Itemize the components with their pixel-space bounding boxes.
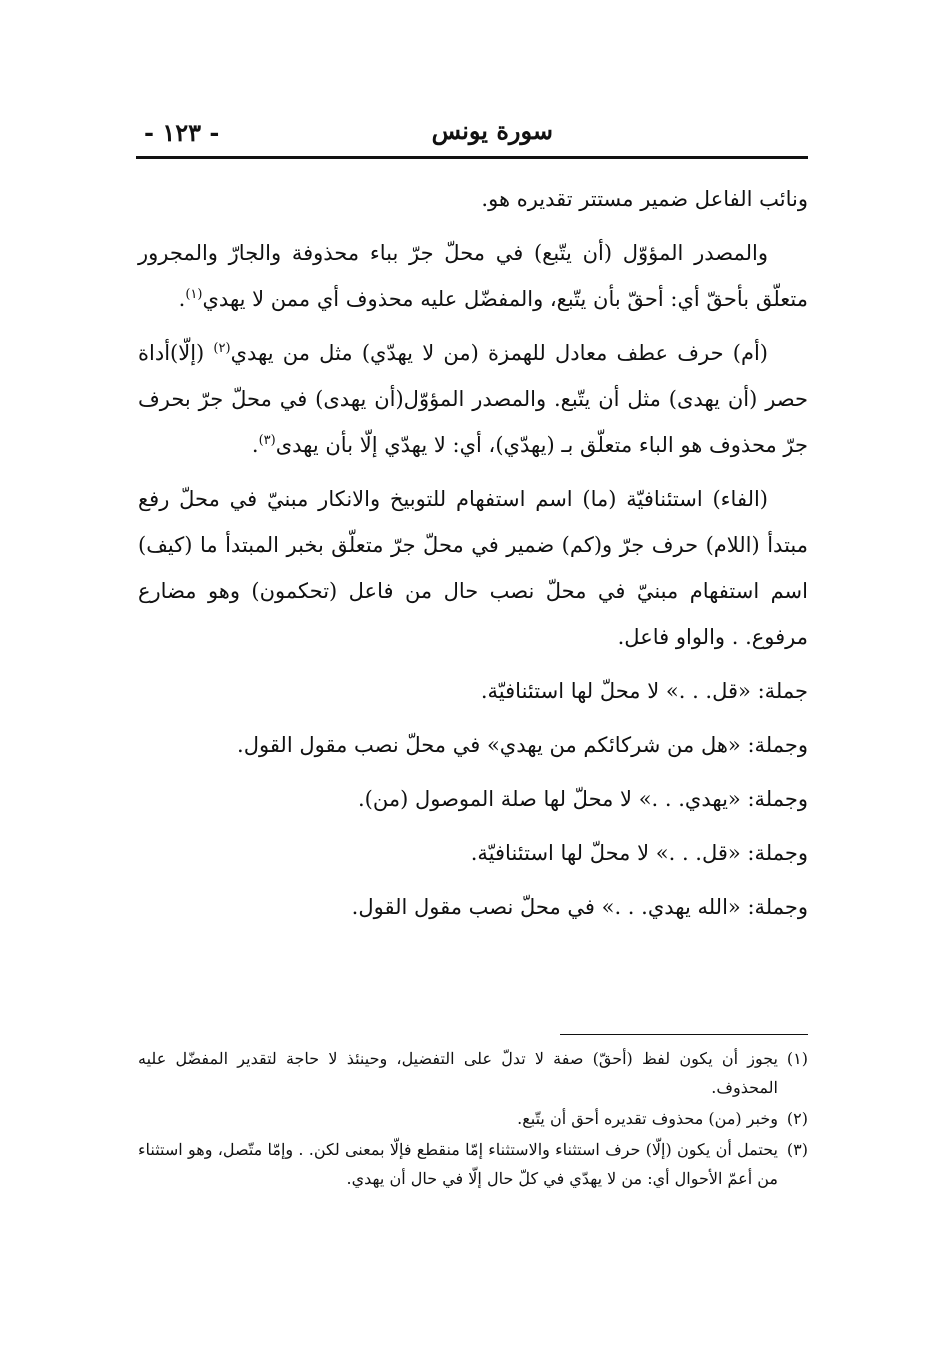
paragraph-am: (أم) حرف عطف معادل للهمزة (من لا يهدّي) مثل من يهدي$^{(٢)}$ (إلّا)أداة حصر (أن يهدى) مثل أن يتّبع. والمصدر المؤوّل(أن يهدى) في محلّ جرّ بحرف جرّ محذوف هو الباء متعلّق بـ (يهدّي)، أي: لا يهدّي إلّا بأن يهدى$^{(٣)}$. (138, 341, 808, 457)
footnotes (138, 1044, 808, 1195)
jumla-line: وجملة: «يهدي. . .» لا محلّ لها صلة الموصول (من). (358, 787, 808, 811)
footnote-number: (١) (786, 1049, 808, 1068)
footnote-text: وخبر (من) محذوف تقديره أحق أن يتّبع. (517, 1109, 778, 1128)
page-number: - ١٢٣ - (144, 118, 220, 147)
jumla-line: جملة: «قل. . .» لا محلّ لها استئنافيّة. (480, 679, 808, 703)
paragraph-fa: (الفاء) استئنافيّة (ما) اسم استفهام للتوبيخ والانكار مبنيّ في محلّ رفع مبتدأ (اللام) حرف جرّ و(كم) ضمير في محلّ جرّ متعلّق بخبر المبتدأ ما (كيف) اسم استفهام مبنيّ في محلّ نصب حال من فاعل (تحكمون) وهو مضارع مرفوع. . والواو فاعل. (138, 487, 808, 649)
footnote-text: يحتمل أن يكون (إلّا) حرف استثناء والاستثناء إمّا منقطع فإلّا بمعنى لكن. . وإمّا متّصل، وهو استثناء من أعمّ الأحوال أي: من لا يهدّي في كلّ حال إلّا في حال أن يهدي. (138, 1140, 778, 1188)
footnote-item (138, 1044, 808, 1102)
jumla-line: وجملة: «قل. . .» لا محلّ لها استئنافيّة. (470, 841, 808, 865)
footnote-item (138, 1104, 808, 1133)
footnote-number: (٣) (786, 1140, 808, 1159)
footnote-number: (٢) (786, 1109, 808, 1128)
footnote-ref-3[interactable]: (٣) (258, 433, 276, 448)
paragraph-masdar: والمصدر المؤوّل (أن يتّبع) في محلّ جرّ بباء محذوفة والجارّ والمجرور متعلّق بأحقّ أي: أحقّ بأن يتّبع، والمفضّل عليه محذوف أي ممن لا يهدي$^{(١)}$. (138, 241, 808, 311)
header-divider (136, 156, 808, 159)
footnote-text: يجوز أن يكون لفظ (أحقّ) صفة لا تدلّ على التفضيل، وحينئذ لا حاجة لتقدير المفضّل عليه المحذوف. (138, 1049, 779, 1097)
jumla-line: وجملة: «الله يهدي. . .» في محلّ نصب مقول القول. (351, 895, 808, 919)
footnote-item (138, 1135, 808, 1193)
page-header (138, 112, 808, 156)
main-text (138, 176, 808, 938)
footnote-ref-2[interactable]: (٢) (213, 341, 231, 356)
footnote-ref-1[interactable]: (١) (185, 287, 203, 302)
jumla-line: وجملة: «هل من شركائكم من يهدي» في محلّ نصب مقول القول. (237, 733, 808, 757)
footnote-divider (560, 1034, 808, 1035)
paragraph-naib-fail: ونائب الفاعل ضمير مستتر تقديره هو. (481, 187, 808, 211)
surah-title: سورة يونس (431, 116, 553, 145)
